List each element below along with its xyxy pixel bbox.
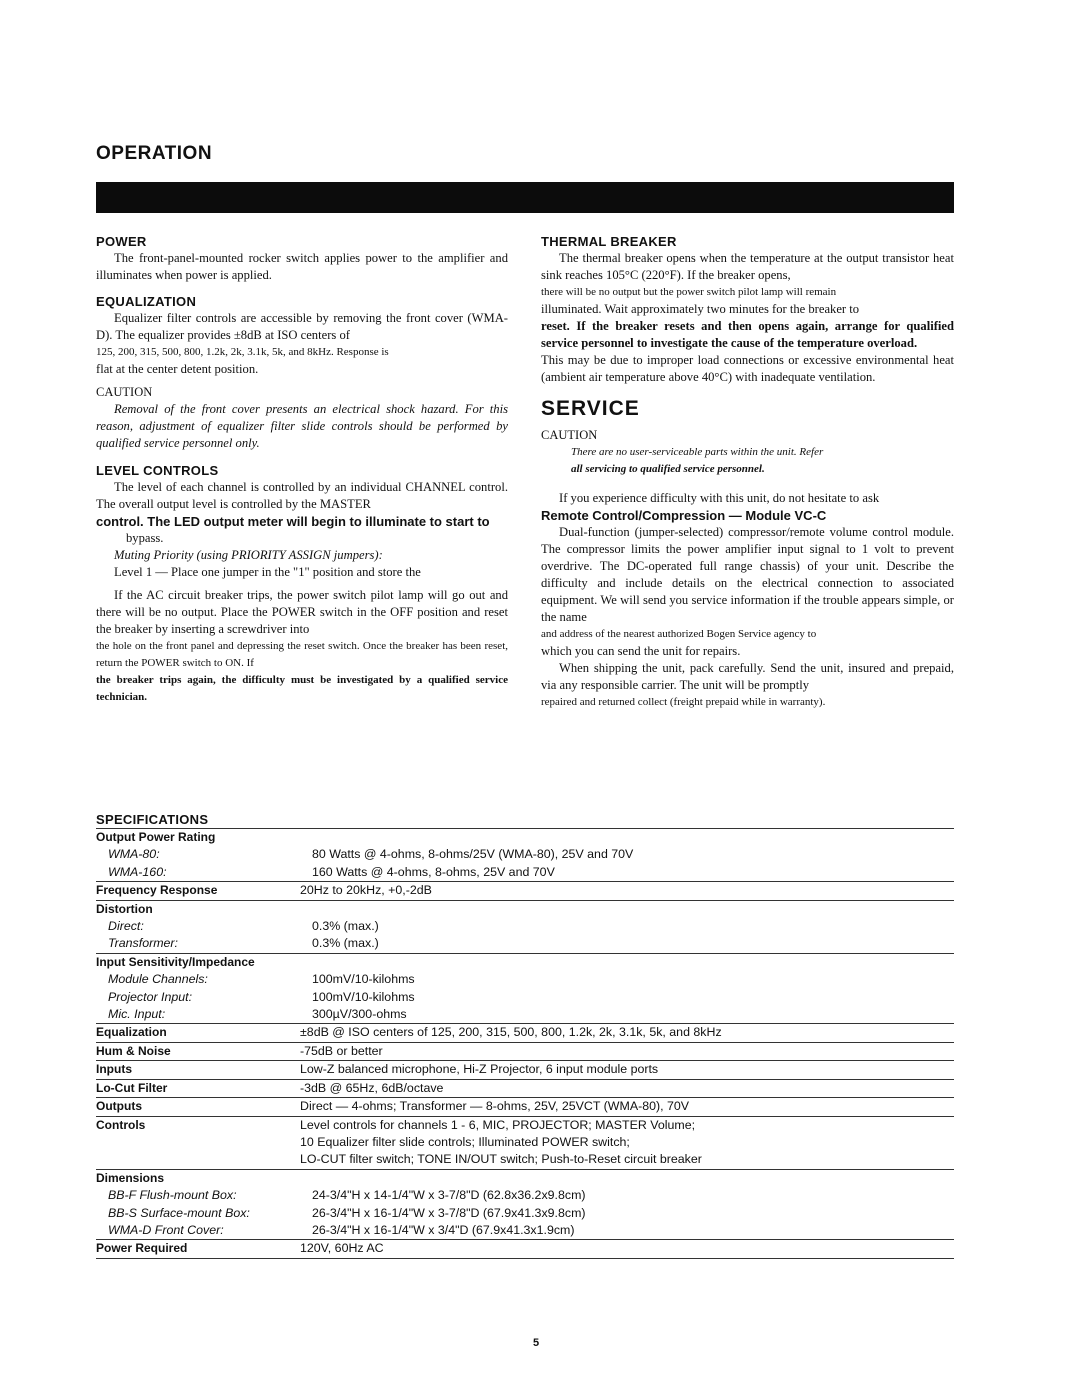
spec-label: Lo-Cut Filter bbox=[96, 1080, 168, 1095]
spec-sublabel: WMA-160: bbox=[108, 864, 167, 879]
spec-outputs bbox=[96, 1098, 954, 1116]
service-heading: SERVICE bbox=[541, 397, 640, 420]
specifications-heading: SPECIFICATIONS bbox=[96, 812, 209, 827]
page-title: OPERATION bbox=[96, 143, 213, 164]
spec-value: ±8dB @ ISO centers of 125, 200, 315, 500, 800, 1.2k, 2k, 3.1k, 5k, and 8kHz bbox=[300, 1025, 722, 1040]
spec-sublabel: WMA-D Front Cover: bbox=[108, 1222, 224, 1237]
spec-label: Dimensions bbox=[96, 1170, 165, 1185]
spec-value: 26-3/4"H x 16-1/4"W x 3/4"D (67.9x41.3x1.9cm) bbox=[312, 1222, 575, 1237]
equalization-heading: EQUALIZATION bbox=[96, 294, 197, 309]
service-body-3: and address of the nearest authorized Bogen Service agency to bbox=[541, 628, 817, 640]
service-body-5: When shipping the unit, pack carefully. Send the unit, insured and prepaid, via any responsible carrier. The unit will be promptly bbox=[541, 661, 954, 692]
spec-value: Direct — 4-ohms; Transformer — 8-ohms, 25V, 25VCT (WMA-80), 70V bbox=[300, 1099, 690, 1114]
spec-label: Frequency Response bbox=[96, 883, 218, 898]
spec-sublabel: Direct: bbox=[108, 919, 144, 934]
service-body-4: which you can send the unit for repairs. bbox=[541, 644, 741, 658]
service-body-6: repaired and returned collect (freight prepaid while in warranty). bbox=[541, 696, 826, 708]
power-body: The front-panel-mounted rocker switch applies power to the amplifier and illuminates when power is applied. bbox=[96, 251, 508, 282]
service-caution-label: CAUTION bbox=[541, 428, 598, 442]
power-heading: POWER bbox=[96, 234, 147, 249]
spec-label: Hum & Noise bbox=[96, 1043, 171, 1058]
spec-equalization bbox=[96, 1024, 954, 1042]
spec-value: 26-3/4"H x 16-1/4"W x 3-7/8"D (67.9x41.3x9.8cm) bbox=[312, 1205, 586, 1220]
equalization-caution-label: CAUTION bbox=[96, 385, 153, 399]
thermal-body-1: The thermal breaker opens when the temperature at the output transistor heat sink reaches 105°C (220°F). If the breaker opens, bbox=[541, 251, 954, 282]
service-caution-text-1: There are no user-serviceable parts within the unit. Refer bbox=[571, 446, 824, 458]
spec-sublabel: Mic. Input: bbox=[108, 1007, 166, 1022]
breaker-text-2: the hole on the front panel and depressing the reset switch. Once the breaker has been reset, return the POWER switch to ON. If bbox=[96, 640, 508, 669]
thermal-bold-text: reset. If the breaker resets and then opens again, arrange for qualified service personnel to investigate the cause of the temperature overload. bbox=[541, 319, 954, 350]
spec-value: 100mV/10-kilohms bbox=[312, 972, 415, 987]
spec-value: 0.3% (max.) bbox=[312, 936, 379, 951]
spec-value: 10 Equalizer filter slide controls; Illuminated POWER switch; bbox=[300, 1134, 630, 1149]
spec-frequency bbox=[96, 882, 954, 900]
bypass-text: bypass. bbox=[126, 531, 164, 545]
spec-label: Power Required bbox=[96, 1241, 188, 1256]
spec-sublabel: Transformer: bbox=[108, 936, 178, 951]
right-column bbox=[541, 233, 954, 711]
spec-input-sensitivity bbox=[96, 954, 954, 1025]
thermal-body-2: there will be no output but the power switch pilot lamp will remain bbox=[541, 286, 837, 298]
spec-label: Controls bbox=[96, 1117, 146, 1132]
spec-sublabel: BB-F Flush-mount Box: bbox=[108, 1188, 237, 1203]
service-body-2: Dual-function (jumper-selected) compressor/remote volume control module. The compressor limits the power amplifier input signal to 1 volt to prevent overdrive. The DC-operated full range chassis) of your unit. Describe the difficulty and include details on the electrical connection to associated equipment. We will send you service information if the trouble appears simple, or the name bbox=[541, 525, 954, 624]
spec-locut bbox=[96, 1080, 954, 1098]
spec-label: Input Sensitivity/Impedance bbox=[96, 954, 255, 969]
equalization-body-2: 125, 200, 315, 500, 800, 1.2k, 2k, 3.1k, 5k, and 8kHz. Response is bbox=[96, 346, 389, 358]
level-controls-heading: LEVEL CONTROLS bbox=[96, 463, 219, 478]
spec-value: Level controls for channels 1 - 6, MIC, PROJECTOR; MASTER Volume; bbox=[300, 1117, 696, 1132]
spec-value: -75dB or better bbox=[300, 1043, 383, 1058]
left-column bbox=[96, 233, 508, 706]
service-caution-text-2: all servicing to qualified service personnel. bbox=[571, 463, 765, 475]
spec-dimensions bbox=[96, 1170, 954, 1241]
thermal-body-3: illuminated. Wait approximately two minutes for the breaker to bbox=[541, 302, 860, 316]
service-body-1: If you experience difficulty with this unit, do not hesitate to ask bbox=[559, 491, 880, 505]
equalization-body-3: flat at the center detent position. bbox=[96, 362, 259, 376]
spec-value: 120V, 60Hz AC bbox=[300, 1241, 384, 1256]
muting-priority-text: Muting Priority (using PRIORITY ASSIGN jumpers): bbox=[114, 548, 383, 562]
spec-value: 100mV/10-kilohms bbox=[312, 989, 415, 1004]
breaker-text: If the AC circuit breaker trips, the power switch pilot lamp will go out and there will be no output. Place the POWER switch in the OFF position and reset the breaker by inserting a screwdriver into bbox=[96, 588, 508, 636]
spec-output-power bbox=[96, 829, 954, 882]
equalization-caution-text: Removal of the front cover presents an electrical shock hazard. For this reason, adjustment of equalizer filter slide controls should be performed by qualified service personnel only. bbox=[96, 402, 508, 450]
spec-value: -3dB @ 65Hz, 6dB/octave bbox=[300, 1080, 444, 1095]
spec-value: 24-3/4"H x 14-1/4"W x 3-7/8"D (62.8x36.2x9.8cm) bbox=[312, 1188, 586, 1203]
spec-inputs bbox=[96, 1061, 954, 1079]
spec-value: 80 Watts @ 4-ohms, 8-ohms/25V (WMA-80), 25V and 70V bbox=[312, 847, 634, 862]
thermal-breaker-heading: THERMAL BREAKER bbox=[541, 234, 677, 249]
spec-value: 0.3% (max.) bbox=[312, 919, 379, 934]
level-controls-garbled-line: control. The LED output meter will begin to illuminate to start to bbox=[96, 514, 490, 529]
level1-text: Level 1 — Place one jumper in the "1" position and store the bbox=[114, 565, 421, 579]
spec-value: 160 Watts @ 4-ohms, 8-ohms, 25V and 70V bbox=[312, 864, 555, 879]
spec-power-required bbox=[96, 1240, 954, 1258]
spec-value: 20Hz to 20kHz, +0,-2dB bbox=[300, 883, 432, 898]
spec-value: 300µV/300-ohms bbox=[312, 1007, 407, 1022]
spec-sublabel: WMA-80: bbox=[108, 847, 160, 862]
title-bar bbox=[96, 182, 954, 213]
service-garbled-line: Remote Control/Compression — Module VC-C bbox=[541, 508, 827, 523]
spec-label: Outputs bbox=[96, 1099, 142, 1114]
spec-value: Low-Z balanced microphone, Hi-Z Projector, 6 input module ports bbox=[300, 1062, 659, 1077]
equalization-body-1: Equalizer filter controls are accessible by removing the front cover (WMA-D). The equalizer provides ±8dB at ISO centers of bbox=[96, 311, 508, 342]
spec-controls bbox=[96, 1117, 954, 1170]
specifications-table bbox=[96, 812, 954, 1259]
breaker-bold-text: the breaker trips again, the difficulty must be investigated by a qualified service technician. bbox=[96, 674, 508, 703]
spec-label: Equalization bbox=[96, 1025, 167, 1040]
spec-sublabel: Projector Input: bbox=[108, 989, 193, 1004]
spec-sublabel: Module Channels: bbox=[108, 972, 208, 987]
level-controls-body: The level of each channel is controlled by an individual CHANNEL control. The overall output level is controlled by the MASTER bbox=[96, 480, 508, 511]
spec-label: Distortion bbox=[96, 901, 153, 916]
page-number: 5 bbox=[533, 1337, 540, 1349]
spec-distortion bbox=[96, 901, 954, 954]
spec-value: LO-CUT filter switch; TONE IN/OUT switch; Push-to-Reset circuit breaker bbox=[300, 1152, 702, 1167]
spec-label: Inputs bbox=[96, 1062, 132, 1077]
spec-hum-noise bbox=[96, 1043, 954, 1061]
spec-label: Output Power Rating bbox=[96, 830, 216, 844]
thermal-body-4: This may be due to improper load connections or excessive environmental heat (ambient air temperature above 40°C) with inadequate ventilation. bbox=[541, 353, 954, 384]
spec-sublabel: BB-S Surface-mount Box: bbox=[108, 1205, 250, 1220]
